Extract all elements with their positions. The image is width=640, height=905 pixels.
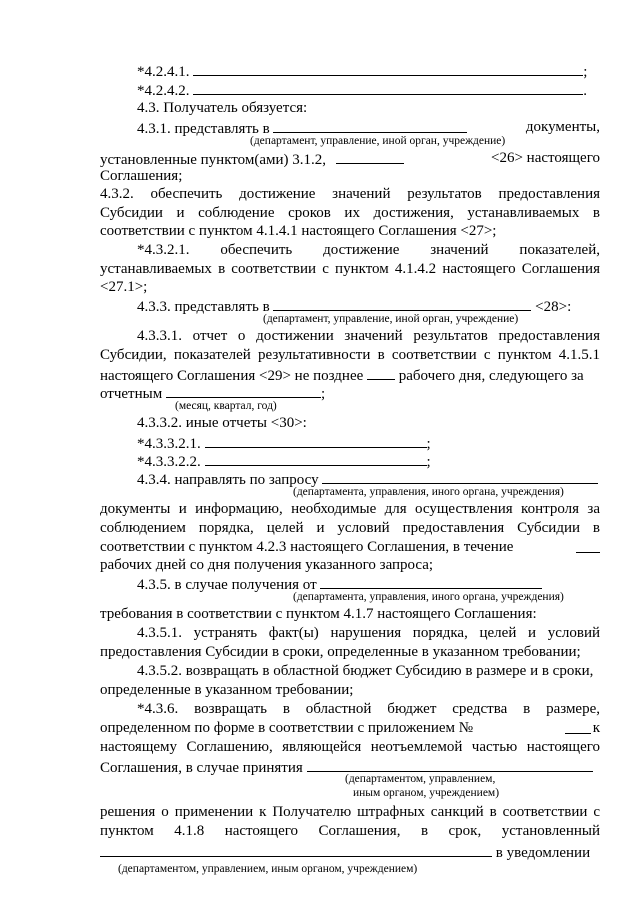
text-line: рабочих дней со дня получения указанного запроса;: [100, 557, 434, 573]
blank-line: [205, 432, 427, 448]
caption: (департамент, управление, иной орган, учреждение): [263, 313, 519, 325]
blank-line: [100, 841, 492, 857]
clause-4-3-5: 4.3.5. в случае получения от: [137, 573, 600, 595]
clause-4-3-4: 4.3.4. направлять по запросу: [137, 468, 600, 490]
caption: (департаментом, управлением,: [345, 773, 496, 785]
text-line: решения о применении к Получателю штрафных санкций в соответствии с: [100, 804, 600, 820]
blank-line: [205, 450, 427, 466]
text-line: в уведомлении: [100, 841, 600, 863]
clause-4-3-3-2: 4.3.3.2. иные отчеты <30>:: [137, 415, 307, 431]
text-line: соблюдением порядка, целей и условий предоставления Субсидии в: [100, 520, 600, 536]
clause-4-2-4-2: *4.2.4.2. .: [137, 79, 600, 101]
clause-4-3-6: *4.3.6. возвращать в областной бюджет средства в размере,: [137, 701, 600, 717]
text-line: требования в соответствии с пунктом 4.1.7 настоящего Соглашения:: [100, 606, 537, 622]
clause-4-3-5-2: 4.3.5.2. возвращать в областной бюджет Субсидию в размере и в сроки,: [137, 663, 594, 679]
blank-line: [307, 756, 593, 772]
clause-4-3-3-1: 4.3.3.1. отчет о достижении значений результатов предоставления: [137, 328, 600, 344]
clause-4-3-5-1: 4.3.5.1. устранять факт(ы) нарушения порядка, целей и условий: [137, 625, 600, 641]
text-line: Субсидии, показателей результативности в соответствии с пунктом 4.1.5.1: [100, 347, 600, 363]
clause-4-3-1: 4.3.1. представлять в документы,: [137, 119, 600, 137]
text-line: <27.1>;: [100, 279, 148, 295]
blank-line: [193, 60, 583, 76]
blank-line: [336, 148, 404, 164]
text-line: документы и информацию, необходимые для осуществления контроля за: [100, 501, 600, 517]
text-line: соответствии с пунктом 4.1.4.1 настоящего Соглашения <27>;: [100, 223, 497, 239]
blank-line: [273, 117, 467, 133]
caption: (департамента, управления, иного органа, учреждения): [293, 486, 564, 498]
blank-line: [320, 573, 542, 589]
text-line: настоящему Соглашению, являющейся неотъемлемой частью настоящего: [100, 739, 600, 755]
blank-line: [322, 468, 598, 484]
text-line: Соглашения, в случае принятия: [100, 756, 600, 778]
clause-number: *4.2.4.1.: [137, 64, 190, 80]
text-line: соответствии с пунктом 4.2.3 настоящего Соглашения, в течение: [100, 537, 600, 557]
text-line: устанавливаемых в соответствии с пунктом 4.1.4.2 настоящего Соглашения: [100, 261, 600, 277]
blank-line: [576, 537, 600, 553]
text-line: определенные в указанном требовании;: [100, 682, 354, 698]
text-line: Субсидии и соблюдение сроков их достижения, устанавливаемых в: [100, 205, 600, 221]
caption: (департаментом, управлением, иным органом, учреждением): [118, 863, 418, 875]
clause-4-3-3: 4.3.3. представлять в <28>:: [137, 295, 600, 317]
blank-line: [166, 382, 321, 398]
text-line: установленные пунктом(ами) 3.1.2, <26> настоящего: [100, 150, 600, 168]
text-line: настоящего Соглашения <29> не позднее рабочего дня, следующего за: [100, 364, 600, 386]
caption: (департамент, управление, иной орган, учреждение): [250, 135, 506, 147]
text-line: отчетным ;: [100, 382, 600, 404]
section-4-3-heading: 4.3. Получатель обязуется:: [137, 100, 308, 116]
clause-4-3-2: 4.3.2. обеспечить достижение значений результатов предоставления: [100, 186, 600, 202]
text-line: пунктом 4.1.8 настоящего Соглашения, в срок, установленный: [100, 823, 600, 839]
clause-4-2-4-1: *4.2.4.1. ;: [137, 60, 600, 82]
caption: (месяц, квартал, год): [175, 400, 277, 412]
text-line: предоставления Субсидии в сроки, определенные в указанном требовании;: [100, 644, 581, 660]
caption: (департамента, управления, иного органа, учреждения): [293, 591, 564, 603]
blank-line: [367, 364, 395, 380]
blank-line: [193, 79, 583, 95]
clause-4-3-3-2-2: *4.3.3.2.2. ;: [137, 450, 600, 472]
caption: иным органом, учреждением): [353, 787, 500, 799]
clause-4-3-2-1: *4.3.2.1. обеспечить достижение значений показателей,: [137, 242, 600, 258]
text-line: определенном по форме в соответствии с приложением № к: [100, 720, 600, 736]
blank-line: [273, 295, 531, 311]
clause-number: *4.2.4.2.: [137, 83, 190, 99]
blank-line: [565, 718, 591, 734]
clause-4-3-3-2-1: *4.3.3.2.1. ;: [137, 432, 600, 454]
text-line: Соглашения;: [100, 168, 183, 184]
